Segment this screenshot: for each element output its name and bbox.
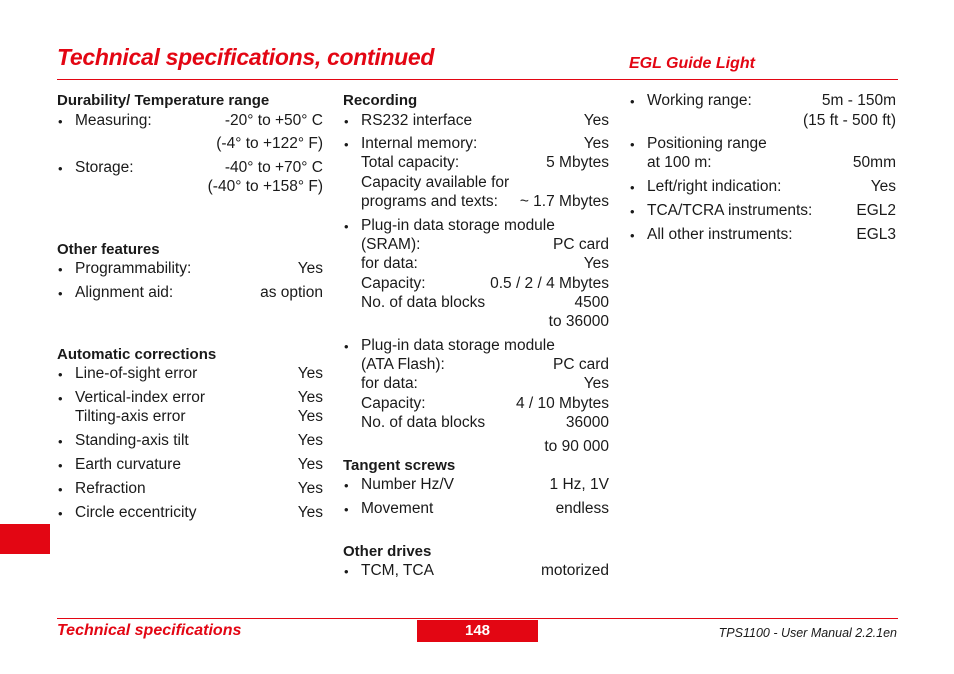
internal-memory-value: Yes (583, 135, 609, 152)
other-instruments-label: All other instruments: (647, 226, 793, 243)
drives-value: motorized (540, 562, 609, 579)
correction-label: Earth curvature (75, 456, 181, 473)
leftright-value: Yes (870, 178, 896, 195)
ata-capacity-value: 4 / 10 Mbytes (515, 395, 609, 412)
drives-heading: Other drives (343, 543, 432, 560)
bullet: • (58, 161, 63, 176)
ata-blocks-max: to 90 000 (544, 438, 609, 455)
ata-label: (ATA Flash): (361, 356, 445, 373)
ata-capacity-label: Capacity: (361, 395, 426, 412)
other-features-heading: Other features (57, 241, 160, 258)
sram-label: (SRAM): (361, 236, 421, 253)
bullet: • (344, 137, 349, 152)
ata-blocks-label: No. of data blocks (361, 414, 486, 431)
correction-value: Yes (297, 389, 323, 406)
bullet: • (58, 286, 63, 301)
programs-texts-value: ~ 1.7 Mbytes (519, 193, 609, 210)
tca-label: TCA/TCRA instruments: (647, 202, 813, 219)
bullet: • (58, 262, 63, 277)
positioning-label-2: at 100 m: (647, 154, 712, 171)
measuring-c-value: -20° to +50° C (224, 112, 323, 129)
alignment-label: Alignment aid: (75, 284, 174, 301)
bullet: • (58, 114, 63, 129)
correction-value: Yes (297, 456, 323, 473)
bullet: • (630, 204, 635, 219)
tangent-heading: Tangent screws (343, 457, 456, 474)
sram-fordata-value: Yes (583, 255, 609, 272)
drives-label: TCM, TCA (361, 562, 434, 579)
bullet: • (58, 506, 63, 521)
page-number: 148 (464, 622, 491, 639)
ata-value: PC card (553, 356, 609, 373)
correction-label: Line-of-sight error (75, 365, 198, 382)
bullet: • (630, 137, 635, 152)
bullet: • (58, 434, 63, 449)
movement-value: endless (555, 500, 609, 517)
page-title: Technical specifications, continued (57, 44, 435, 70)
leftright-label: Left/right indication: (647, 178, 782, 195)
tangent-number-value: 1 Hz, 1V (549, 476, 609, 493)
ata-fordata-value: Yes (583, 375, 609, 392)
working-range-ft: (15 ft - 500 ft) (802, 112, 896, 129)
measuring-label: Measuring: (75, 112, 152, 129)
working-range-value: 5m - 150m (821, 92, 896, 109)
working-range-label: Working range: (647, 92, 752, 109)
bullet: • (344, 219, 349, 234)
storage-c-value: -40° to +70° C (224, 159, 323, 176)
bullet: • (630, 180, 635, 195)
bullet: • (58, 391, 63, 406)
storage-f-value: (-40° to +158° F) (207, 178, 323, 195)
sram-blocks-max: to 36000 (548, 313, 609, 330)
other-instruments-value: EGL3 (856, 226, 896, 243)
sram-fordata-label: for data: (361, 255, 418, 272)
bullet: • (344, 478, 349, 493)
programmability-value: Yes (297, 260, 323, 277)
correction-value: Yes (297, 480, 323, 497)
sram-value: PC card (553, 236, 609, 253)
correction-value: Yes (297, 504, 323, 521)
correction-value: Yes (297, 432, 323, 449)
bullet: • (344, 502, 349, 517)
bullet: • (344, 114, 349, 129)
correction-label: Vertical-index error (75, 389, 206, 406)
correction-value: Yes (297, 408, 323, 425)
sram-capacity-value: 0.5 / 2 / 4 Mbytes (490, 275, 609, 292)
sram-blocks-value: 4500 (574, 294, 609, 311)
ata-fordata-label: for data: (361, 375, 418, 392)
sram-blocks-label: No. of data blocks (361, 294, 486, 311)
total-capacity-label: Total capacity: (361, 154, 460, 171)
footer-section: Technical specifications (57, 622, 242, 639)
correction-value: Yes (297, 365, 323, 382)
section-subtitle: EGL Guide Light (629, 55, 755, 72)
capacity-available-label: Capacity available for (361, 174, 510, 191)
positioning-label: Positioning range (647, 135, 767, 152)
durability-heading: Durability/ Temperature range (57, 92, 270, 109)
tangent-number-label: Number Hz/V (361, 476, 455, 493)
rs232-label: RS232 interface (361, 112, 473, 129)
auto-corrections-heading: Automatic corrections (57, 346, 217, 363)
programmability-label: Programmability: (75, 260, 192, 277)
bullet: • (630, 228, 635, 243)
programs-texts-label: programs and texts: (361, 193, 498, 210)
bullet: • (58, 458, 63, 473)
correction-label: Refraction (75, 480, 146, 497)
sram-capacity-label: Capacity: (361, 275, 426, 292)
positioning-value: 50mm (852, 154, 896, 171)
tca-value: EGL2 (856, 202, 896, 219)
correction-label: Tilting-axis error (75, 408, 186, 425)
storage-label: Storage: (75, 159, 134, 176)
internal-memory-label: Internal memory: (361, 135, 478, 152)
bullet: • (344, 564, 349, 579)
manual-reference: TPS1100 - User Manual 2.2.1en (718, 626, 897, 640)
alignment-value: as option (260, 284, 323, 301)
header-rule (57, 79, 898, 80)
ata-blocks-value: 36000 (565, 414, 609, 431)
sram-module-title: Plug-in data storage module (361, 217, 555, 234)
bullet: • (344, 339, 349, 354)
bullet: • (58, 482, 63, 497)
total-capacity-value: 5 Mbytes (546, 154, 609, 171)
measuring-f-value: (-4° to +122° F) (216, 135, 323, 152)
ata-module-title: Plug-in data storage module (361, 337, 555, 354)
recording-heading: Recording (343, 92, 418, 109)
rs232-value: Yes (583, 112, 609, 129)
correction-label: Standing-axis tilt (75, 432, 189, 449)
side-tab-marker (0, 524, 50, 554)
correction-label: Circle eccentricity (75, 504, 197, 521)
footer-rule (57, 618, 898, 619)
bullet: • (58, 367, 63, 382)
movement-label: Movement (361, 500, 434, 517)
bullet: • (630, 94, 635, 109)
